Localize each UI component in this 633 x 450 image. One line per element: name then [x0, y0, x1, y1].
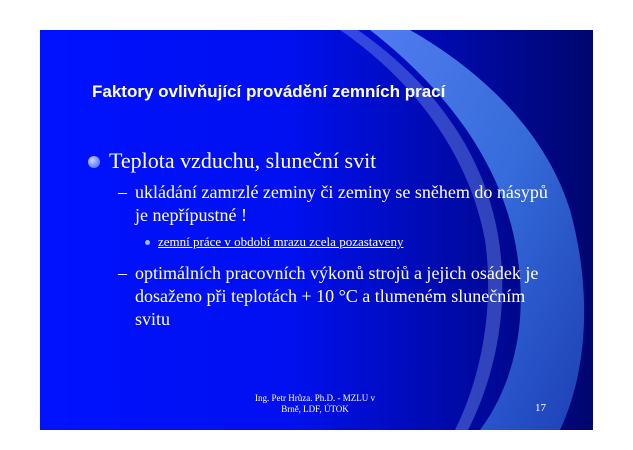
sub-bullet-2 [118, 262, 548, 331]
main-bullet-text: Teplota vzduchu, sluneční svit [109, 148, 377, 173]
sub-sub-bullet [145, 234, 403, 250]
bullet-dot-icon [88, 156, 100, 168]
slide [40, 30, 593, 430]
dash-marker: – [118, 182, 127, 202]
small-bullet-dot-icon [145, 240, 150, 245]
sub-sub-bullet-text: zemní práce v období mrazu zcela pozastaveny [158, 234, 404, 249]
sub-bullet-1-text: ukládání zamrzlé zeminy či zeminy se sněhem do násypů je nepřípustné ! [135, 182, 548, 225]
page-number: 17 [535, 402, 546, 414]
sub-bullet-1 [118, 181, 548, 227]
dash-marker: – [118, 263, 127, 283]
slide-footer [230, 393, 400, 415]
footer-line-1: Ing. Petr Hrůza. Ph.D. - MZLU v [255, 393, 375, 403]
slide-title: Faktory ovlivňující provádění zemních prací [92, 82, 446, 101]
main-bullet [88, 148, 376, 174]
footer-line-2: Brně, LDF, ÚTOK [281, 404, 349, 414]
sub-bullet-2-text: optimálních pracovních výkonů strojů a jejich osádek je dosaženo při teplotách + 10 °C a tlumeném slunečním svitu [135, 263, 539, 329]
